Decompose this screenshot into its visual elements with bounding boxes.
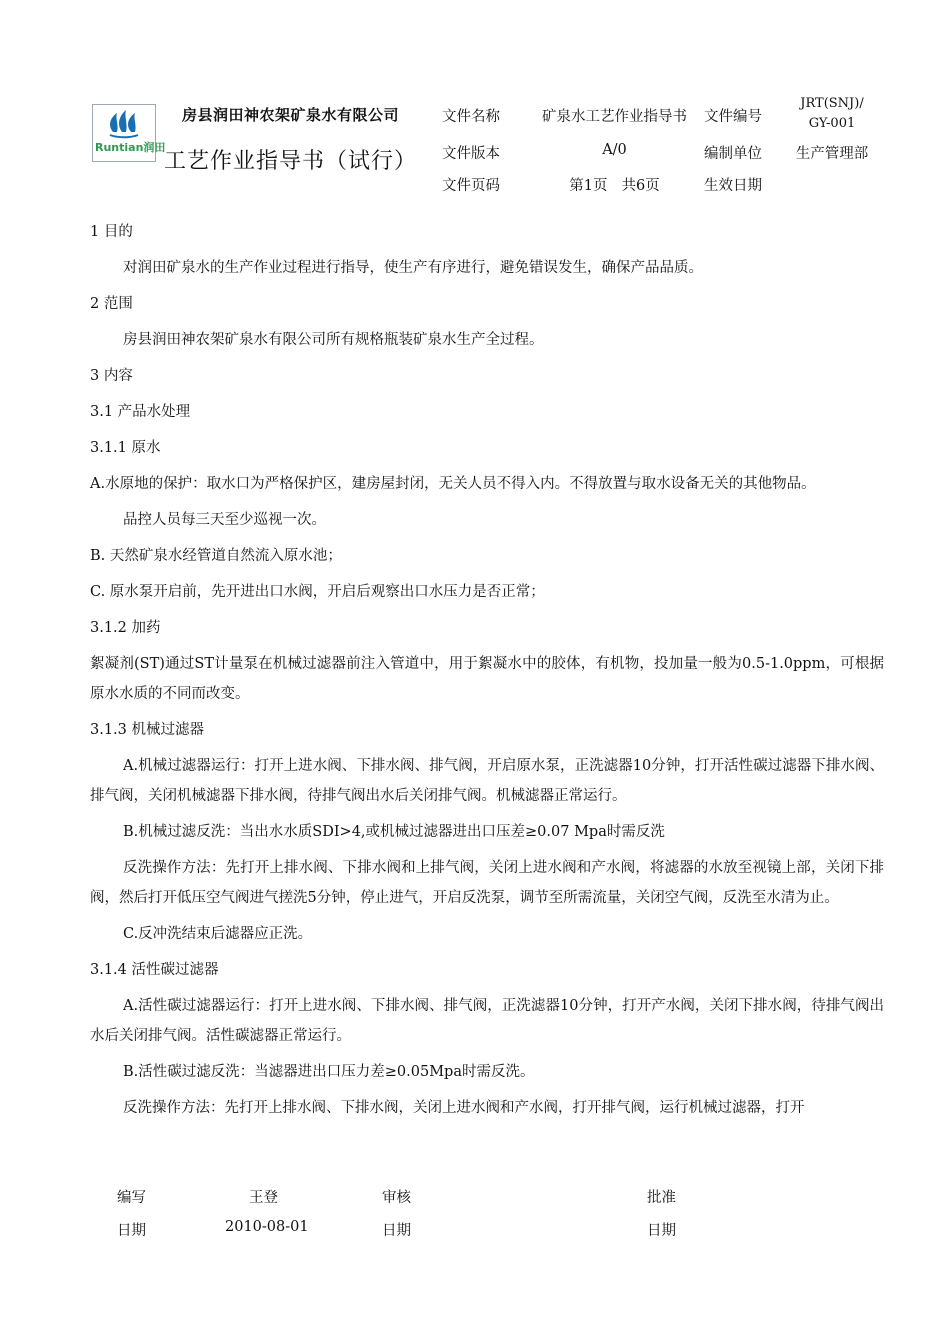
section-3-1-2-text: 絮凝剂(ST)通过ST计量泵在机械过滤器前注入管道中，用于絮凝水中的胶体，有机物，投加量一般为0.5-1.0ppm，可根据原水水质的不同而改变。	[90, 656, 884, 702]
file-name-value: 矿泉水工艺作业指导书	[542, 109, 687, 125]
version-value: A/0	[602, 142, 627, 158]
section-3-1-4-method: 反洗操作方法：先打开上排水阀、下排水阀，关闭上进水阀和产水阀，打开排气阀，运行机械过滤器，打开	[123, 1100, 805, 1116]
review-date-label: 日期	[382, 1223, 411, 1239]
section-3-1-3-b: B.机械过滤反洗：当出水水质SDI>4,或机械过滤器进出口压差≥0.07 Mpa时需反洗	[123, 824, 665, 840]
unit-value: 生产管理部	[795, 146, 869, 162]
document-header	[92, 92, 892, 202]
reviewer-label: 审核	[382, 1190, 411, 1206]
section-3-1-1-b: B. 天然矿泉水经管道自然流入原水池；	[90, 548, 342, 564]
section-3-1-1-c: C. 原水泵开启前，先开进出口水阀，开启后观察出口水压力是否正常；	[90, 584, 545, 600]
section-3-1-3-title: 3.1.3 机械过滤器	[90, 722, 205, 738]
section-3-1-3-method: 反洗操作方法：先打开上排水阀、下排水阀和上排气阀，关闭上进水阀和产水阀，将滤器的水放至视镜上部，关闭下排阀，然后打开低压空气阀进气搓洗5分钟，停止进气，开启反洗泵，调节至所需流量，关闭空气阀，反洗至水清为止。	[90, 860, 884, 906]
section-1-text: 对润田矿泉水的生产作业过程进行指导，使生产有序进行，避免错误发生，确保产品品质。	[123, 260, 703, 276]
approver-label: 批准	[647, 1190, 676, 1206]
section-3-1-2-title: 3.1.2 加药	[90, 620, 161, 636]
section-3-title: 3 内容	[90, 368, 133, 384]
section-2-text: 房县润田神农架矿泉水有限公司所有规格瓶装矿泉水生产全过程。	[123, 332, 544, 348]
section-3-1-1-a: A.水原地的保护：取水口为严格保护区，建房屋封闭，无关人员不得入内。不得放置与取水设备无关的其他物品。	[90, 476, 816, 492]
file-no-label: 文件编号	[704, 109, 762, 125]
writer-value: 王登	[249, 1190, 278, 1206]
version-label: 文件版本	[442, 146, 500, 162]
file-no-line2: GY-001	[808, 116, 856, 131]
effective-date-label: 生效日期	[704, 178, 762, 194]
page-current: 第1页	[569, 178, 608, 194]
runtian-logo	[92, 104, 166, 162]
date-row	[117, 1213, 817, 1246]
section-3-1-4-title: 3.1.4 活性碳过滤器	[90, 962, 219, 978]
company-name: 房县润田神农架矿泉水有限公司	[182, 106, 400, 124]
section-3-1-1-a-cont: 品控人员每三天至少巡视一次。	[123, 512, 326, 528]
section-3-1-1-title: 3.1.1 原水	[90, 440, 161, 456]
approve-date-label: 日期	[647, 1223, 676, 1239]
file-name-label: 文件名称	[442, 109, 500, 125]
write-date-label: 日期	[117, 1223, 146, 1239]
page-total: 共6页	[621, 178, 660, 194]
signature-block	[117, 1180, 817, 1246]
section-3-1-3-a: A.机械过滤器运行：打开上进水阀、下排水阀、排气阀，开启原水泵，正洗滤器10分钟，打开活性碳过滤器下排水阀、排气阀，关闭机械滤器下排水阀，待排气阀出水后关闭排气阀。机械滤器正常运行。	[90, 758, 884, 804]
document-meta	[442, 92, 892, 202]
section-3-1-4-b: B.活性碳过滤反洗：当滤器进出口压力差≥0.05Mpa时需反洗。	[123, 1064, 535, 1080]
file-no-value	[782, 94, 882, 134]
section-2-title: 2 范围	[90, 296, 133, 312]
writer-label: 编写	[117, 1190, 146, 1206]
file-no-line1: JRT(SNJ)/	[800, 96, 864, 111]
logo-wordmark: Runtian润田	[95, 141, 166, 154]
document-body	[90, 214, 884, 1126]
section-3-1-3-c: C.反冲洗结束后滤器应正洗。	[123, 926, 313, 942]
signature-row	[117, 1180, 817, 1213]
write-date-value: 2010-08-01	[225, 1219, 309, 1235]
page-value	[542, 174, 687, 195]
document-title: 工艺作业指导书（试行）	[164, 149, 418, 174]
section-1-title: 1 目的	[90, 224, 133, 240]
unit-label: 编制单位	[704, 146, 762, 162]
section-3-1-4-a: A.活性碳过滤器运行：打开上进水阀、下排水阀、排气阀，正洗滤器10分钟，打开产水阀，关闭下排水阀，待排气阀出水后关闭排气阀。活性碳滤器正常运行。	[90, 998, 884, 1044]
page-label: 文件页码	[442, 178, 500, 194]
section-3-1-title: 3.1 产品水处理	[90, 404, 191, 420]
